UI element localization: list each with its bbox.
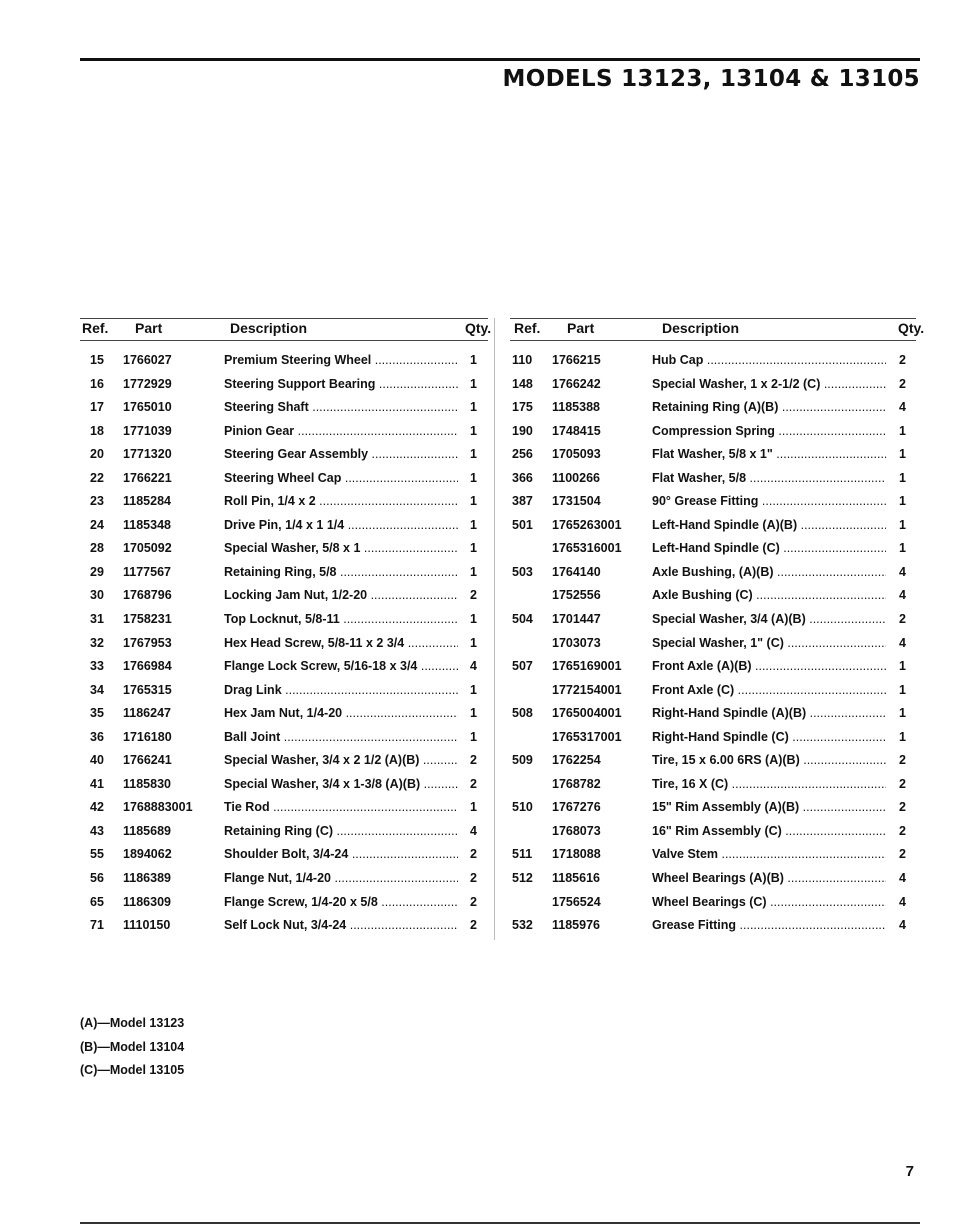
- table-row: [510, 421, 916, 445]
- description-cell: Flange Lock Screw, 5/16-18 x 3/4 .....: [224, 659, 458, 673]
- description-cell: Flange Nut, 1/4-20 .....: [224, 871, 458, 885]
- description-cell: 16" Rim Assembly (C) .....: [652, 824, 886, 838]
- table-row: [510, 727, 916, 751]
- qty-cell: 1: [470, 682, 477, 697]
- ref-cell: 504: [512, 612, 533, 627]
- part-cell: 1185689: [123, 823, 171, 838]
- qty-cell: 2: [470, 871, 477, 886]
- table-row: [510, 774, 916, 798]
- ref-cell: 532: [512, 918, 533, 933]
- qty-cell: 1: [470, 729, 477, 744]
- description-cell: Tire, 15 x 6.00 6RS (A)(B) .....: [652, 753, 886, 767]
- description-cell: Ball Joint .....: [224, 730, 458, 744]
- part-cell: 1765169001: [552, 659, 622, 674]
- ref-cell: 512: [512, 871, 533, 886]
- qty-cell: 2: [899, 847, 906, 862]
- table-row: [80, 538, 488, 562]
- part-cell: 1768883001: [123, 800, 193, 815]
- qty-cell: 2: [899, 753, 906, 768]
- description-cell: Steering Wheel Cap .....: [224, 471, 458, 485]
- description-cell: Hex Head Screw, 5/8-11 x 2 3/4 .....: [224, 636, 458, 650]
- qty-cell: 1: [470, 564, 477, 579]
- ref-cell: 148: [512, 376, 533, 391]
- table-row: [510, 609, 916, 633]
- part-cell: 1185616: [552, 871, 600, 886]
- table-row: [510, 656, 916, 680]
- table-row: [510, 750, 916, 774]
- part-cell: 1764140: [552, 564, 601, 579]
- right-rows: [510, 350, 916, 939]
- part-cell: 1185284: [123, 494, 171, 509]
- header-description: Description: [662, 320, 740, 336]
- description-cell: 90° Grease Fitting .....: [652, 494, 886, 508]
- table-row: [80, 397, 488, 421]
- ref-cell: 71: [90, 918, 104, 933]
- ref-cell: 40: [90, 753, 104, 768]
- part-cell: 1771320: [123, 447, 172, 462]
- description-cell: Shoulder Bolt, 3/4-24 .....: [224, 847, 458, 861]
- qty-cell: 1: [470, 470, 477, 485]
- qty-cell: 1: [470, 635, 477, 650]
- description-cell: Axle Bushing, (A)(B) .....: [652, 565, 886, 579]
- ref-cell: 34: [90, 682, 104, 697]
- description-cell: Retaining Ring (A)(B) .....: [652, 400, 886, 414]
- ref-cell: 42: [90, 800, 104, 815]
- qty-cell: 1: [470, 541, 477, 556]
- part-cell: 1768782: [552, 776, 601, 791]
- table-row: [80, 609, 488, 633]
- ref-cell: 17: [90, 400, 104, 415]
- description-cell: Steering Gear Assembly .....: [224, 447, 458, 461]
- table-row: [80, 750, 488, 774]
- part-cell: 1768796: [123, 588, 172, 603]
- description-cell: Drag Link .....: [224, 683, 458, 697]
- ref-cell: 29: [90, 564, 104, 579]
- qty-cell: 1: [899, 447, 906, 462]
- ref-cell: 28: [90, 541, 104, 556]
- part-cell: 1100266: [552, 470, 600, 485]
- description-cell: Hex Jam Nut, 1/4-20 .....: [224, 706, 458, 720]
- ref-cell: 31: [90, 612, 104, 627]
- table-row: [80, 374, 488, 398]
- ref-cell: 110: [512, 353, 533, 367]
- qty-cell: 1: [470, 517, 477, 532]
- table-row: [510, 680, 916, 704]
- part-cell: 1762254: [552, 753, 601, 768]
- note-c: (C)—Model 13105: [80, 1063, 185, 1077]
- part-cell: 1894062: [123, 847, 172, 862]
- header-ref: Ref.: [82, 320, 109, 336]
- description-cell: Steering Shaft .....: [224, 400, 458, 414]
- table-row: [510, 821, 916, 845]
- part-cell: 1756524: [552, 894, 601, 909]
- table-row: [510, 538, 916, 562]
- ref-cell: 16: [90, 376, 104, 391]
- table-row: [80, 515, 488, 539]
- table-row: [80, 703, 488, 727]
- ref-cell: 55: [90, 847, 104, 862]
- table-row: [80, 656, 488, 680]
- ref-cell: 507: [512, 659, 533, 674]
- table-row: [510, 562, 916, 586]
- part-cell: 1767276: [552, 800, 601, 815]
- part-cell: 1765316001: [552, 541, 622, 556]
- table-row: [80, 585, 488, 609]
- ref-cell: 509: [512, 753, 533, 768]
- qty-cell: 1: [899, 541, 906, 556]
- part-cell: 1185388: [552, 400, 600, 415]
- table-row: [510, 374, 916, 398]
- description-cell: Flange Screw, 1/4-20 x 5/8 .....: [224, 895, 458, 909]
- table-row: [80, 797, 488, 821]
- part-cell: 1766215: [552, 353, 601, 367]
- qty-cell: 1: [899, 682, 906, 697]
- header-rule-bottom: [80, 340, 488, 341]
- top-rule: [80, 58, 920, 61]
- qty-cell: 4: [899, 871, 906, 886]
- table-row: [510, 350, 916, 374]
- part-cell: 1771039: [123, 423, 172, 438]
- qty-cell: 4: [899, 588, 906, 603]
- header-rule-top: [80, 318, 488, 319]
- ref-cell: 501: [512, 517, 533, 532]
- table-row: [510, 397, 916, 421]
- ref-cell: 23: [90, 494, 104, 509]
- qty-cell: 1: [470, 423, 477, 438]
- part-cell: 1705093: [552, 447, 601, 462]
- part-cell: 1186389: [123, 871, 171, 886]
- header-description: Description: [230, 320, 308, 336]
- description-cell: Special Washer, 1 x 2-1/2 (C) .....: [652, 377, 886, 391]
- part-cell: 1765317001: [552, 729, 622, 744]
- part-cell: 1766984: [123, 659, 172, 674]
- ref-cell: 18: [90, 423, 104, 438]
- qty-cell: 1: [470, 494, 477, 509]
- description-cell: Roll Pin, 1/4 x 2 .....: [224, 494, 458, 508]
- description-cell: Tie Rod .....: [224, 800, 458, 814]
- part-cell: 1765315: [123, 682, 172, 697]
- table-row: [80, 491, 488, 515]
- qty-cell: 1: [899, 470, 906, 485]
- table-row: [80, 844, 488, 868]
- qty-cell: 2: [899, 776, 906, 791]
- qty-cell: 1: [899, 659, 906, 674]
- qty-cell: 2: [470, 894, 477, 909]
- ref-cell: 508: [512, 706, 533, 721]
- bottom-rule: [80, 1222, 920, 1224]
- description-cell: Locking Jam Nut, 1/2-20 .....: [224, 588, 458, 602]
- description-cell: Left-Hand Spindle (A)(B) .....: [652, 518, 886, 532]
- ref-cell: 256: [512, 447, 533, 462]
- table-row: [510, 703, 916, 727]
- description-cell: Wheel Bearings (A)(B) .....: [652, 871, 886, 885]
- table-row: [510, 491, 916, 515]
- qty-cell: 1: [899, 423, 906, 438]
- ref-cell: 32: [90, 635, 104, 650]
- part-cell: 1766027: [123, 353, 172, 367]
- part-cell: 1765263001: [552, 517, 622, 532]
- qty-cell: 1: [899, 517, 906, 532]
- part-cell: 1767953: [123, 635, 172, 650]
- note-a: (A)—Model 13123: [80, 1016, 185, 1030]
- part-cell: 1752556: [552, 588, 601, 603]
- qty-cell: 1: [899, 494, 906, 509]
- ref-cell: 33: [90, 659, 104, 674]
- qty-cell: 2: [470, 918, 477, 933]
- qty-cell: 2: [899, 376, 906, 391]
- description-cell: Drive Pin, 1/4 x 1 1/4 .....: [224, 518, 458, 532]
- ref-cell: 175: [512, 400, 533, 415]
- part-cell: 1768073: [552, 823, 601, 838]
- qty-cell: 2: [899, 823, 906, 838]
- table-row: [510, 892, 916, 916]
- ref-cell: 15: [90, 353, 104, 367]
- qty-cell: 1: [470, 400, 477, 415]
- description-cell: Steering Support Bearing .....: [224, 377, 458, 391]
- qty-cell: 2: [899, 612, 906, 627]
- part-cell: 1765010: [123, 400, 172, 415]
- note-b: (B)—Model 13104: [80, 1039, 185, 1054]
- qty-cell: 4: [470, 823, 477, 838]
- description-cell: Retaining Ring, 5/8 .....: [224, 565, 458, 579]
- ref-cell: 511: [512, 847, 533, 862]
- qty-cell: 1: [470, 353, 477, 367]
- description-cell: Retaining Ring (C) .....: [224, 824, 458, 838]
- description-cell: Flat Washer, 5/8 x 1" .....: [652, 447, 886, 461]
- ref-cell: 190: [512, 423, 533, 438]
- header-ref: Ref.: [514, 320, 541, 336]
- qty-cell: 4: [899, 894, 906, 909]
- table-row: [510, 797, 916, 821]
- qty-cell: 1: [899, 729, 906, 744]
- part-cell: 1703073: [552, 635, 601, 650]
- ref-cell: 510: [512, 800, 533, 815]
- table-row: [510, 844, 916, 868]
- description-cell: Valve Stem .....: [652, 847, 886, 861]
- part-cell: 1731504: [552, 494, 601, 509]
- ref-cell: 43: [90, 823, 104, 838]
- description-cell: Axle Bushing (C) .....: [652, 588, 886, 602]
- table-row: [80, 444, 488, 468]
- table-row: [510, 915, 916, 939]
- table-row: [80, 421, 488, 445]
- part-cell: 1701447: [552, 612, 601, 627]
- part-cell: 1177567: [123, 564, 171, 579]
- description-cell: Special Washer, 3/4 (A)(B) .....: [652, 612, 886, 626]
- qty-cell: 4: [899, 635, 906, 650]
- part-cell: 1748415: [552, 423, 601, 438]
- page-number: 7: [905, 1163, 914, 1180]
- part-cell: 1110150: [123, 918, 171, 933]
- ref-cell: 65: [90, 894, 104, 909]
- part-cell: 1185976: [552, 918, 600, 933]
- table-row: [80, 821, 488, 845]
- qty-cell: 1: [470, 706, 477, 721]
- ref-cell: 35: [90, 706, 104, 721]
- part-cell: 1705092: [123, 541, 172, 556]
- table-row: [80, 468, 488, 492]
- qty-cell: 1: [899, 706, 906, 721]
- header-qty: Qty.: [898, 320, 925, 336]
- part-cell: 1758231: [123, 612, 172, 627]
- table-row: [80, 633, 488, 657]
- qty-cell: 1: [470, 612, 477, 627]
- part-cell: 1772154001: [552, 682, 622, 697]
- ref-cell: 22: [90, 470, 104, 485]
- qty-cell: 4: [470, 659, 477, 674]
- description-cell: Tire, 16 X (C) .....: [652, 777, 886, 791]
- table-row: [510, 515, 916, 539]
- table-row: [80, 915, 488, 939]
- table-row: [80, 350, 488, 374]
- part-cell: 1766221: [123, 470, 172, 485]
- ref-cell: 56: [90, 871, 104, 886]
- table-row: [80, 562, 488, 586]
- model-notes: [80, 1016, 184, 1087]
- part-cell: 1765004001: [552, 706, 622, 721]
- part-cell: 1766242: [552, 376, 601, 391]
- ref-cell: 24: [90, 517, 104, 532]
- qty-cell: 4: [899, 400, 906, 415]
- part-cell: 1716180: [123, 729, 172, 744]
- part-cell: 1718088: [552, 847, 601, 862]
- qty-cell: 2: [470, 588, 477, 603]
- qty-cell: 2: [470, 847, 477, 862]
- left-rows: [80, 350, 488, 939]
- ref-cell: 503: [512, 564, 533, 579]
- table-row: [510, 444, 916, 468]
- ref-cell: 387: [512, 494, 533, 509]
- header-rule-bottom: [510, 340, 916, 341]
- description-cell: Left-Hand Spindle (C) .....: [652, 541, 886, 555]
- header-rule-top: [510, 318, 916, 319]
- qty-cell: 1: [470, 376, 477, 391]
- table-row: [80, 868, 488, 892]
- description-cell: Front Axle (C) .....: [652, 683, 886, 697]
- description-cell: Premium Steering Wheel .....: [224, 353, 458, 367]
- description-cell: Hub Cap .....: [652, 353, 886, 367]
- qty-cell: 4: [899, 564, 906, 579]
- ref-cell: 41: [90, 776, 104, 791]
- table-row: [510, 585, 916, 609]
- part-cell: 1185830: [123, 776, 171, 791]
- table-row: [80, 892, 488, 916]
- qty-cell: 1: [470, 447, 477, 462]
- ref-cell: 36: [90, 729, 104, 744]
- table-row: [510, 633, 916, 657]
- qty-cell: 2: [899, 353, 906, 367]
- table-row: [80, 774, 488, 798]
- description-cell: Self Lock Nut, 3/4-24 .....: [224, 918, 458, 932]
- description-cell: Compression Spring .....: [652, 424, 886, 438]
- page-title: MODELS 13123, 13104 & 13105: [502, 66, 920, 92]
- description-cell: Front Axle (A)(B) .....: [652, 659, 886, 673]
- ref-cell: 366: [512, 470, 533, 485]
- description-cell: 15" Rim Assembly (A)(B) .....: [652, 800, 886, 814]
- description-cell: Grease Fitting .....: [652, 918, 886, 932]
- part-cell: 1766241: [123, 753, 172, 768]
- description-cell: Special Washer, 1" (C) .....: [652, 636, 886, 650]
- part-cell: 1186309: [123, 894, 171, 909]
- table-row: [80, 727, 488, 751]
- description-cell: Pinion Gear .....: [224, 424, 458, 438]
- description-cell: Special Washer, 5/8 x 1 .....: [224, 541, 458, 555]
- part-cell: 1186247: [123, 706, 171, 721]
- table-row: [80, 680, 488, 704]
- qty-cell: 2: [470, 776, 477, 791]
- part-cell: 1772929: [123, 376, 172, 391]
- description-cell: Right-Hand Spindle (C) .....: [652, 730, 886, 744]
- description-cell: Special Washer, 3/4 x 1-3/8 (A)(B) .....: [224, 777, 458, 791]
- qty-cell: 1: [470, 800, 477, 815]
- header-part: Part: [135, 320, 163, 336]
- table-row: [510, 468, 916, 492]
- qty-cell: 4: [899, 918, 906, 933]
- part-cell: 1185348: [123, 517, 171, 532]
- column-divider: [494, 318, 495, 940]
- table-row: [510, 868, 916, 892]
- description-cell: Special Washer, 3/4 x 2 1/2 (A)(B) .....: [224, 753, 458, 767]
- ref-cell: 30: [90, 588, 104, 603]
- description-cell: Wheel Bearings (C) .....: [652, 895, 886, 909]
- ref-cell: 20: [90, 447, 104, 462]
- qty-cell: 2: [470, 753, 477, 768]
- description-cell: Right-Hand Spindle (A)(B) .....: [652, 706, 886, 720]
- description-cell: Top Locknut, 5/8-11 .....: [224, 612, 458, 626]
- description-cell: Flat Washer, 5/8 .....: [652, 471, 886, 485]
- qty-cell: 2: [899, 800, 906, 815]
- header-part: Part: [567, 320, 595, 336]
- header-qty: Qty.: [465, 320, 492, 336]
